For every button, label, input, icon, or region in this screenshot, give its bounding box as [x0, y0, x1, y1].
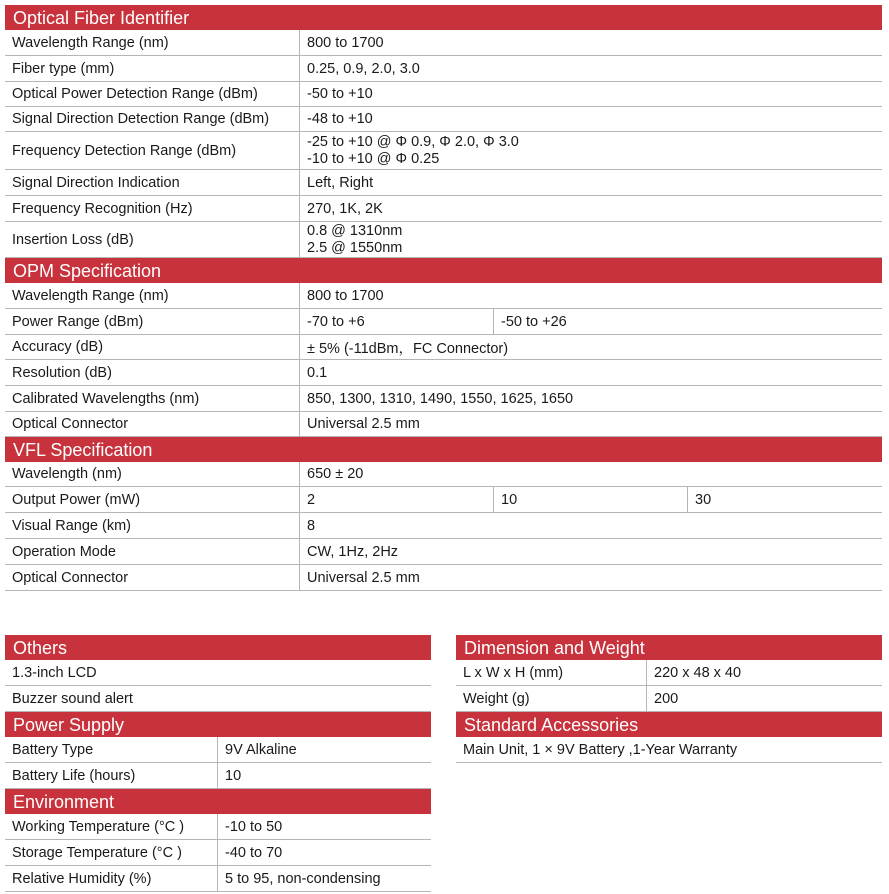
- row-value: CW, 1Hz, 2Hz: [299, 539, 882, 564]
- row-value: 0.1: [299, 360, 882, 385]
- row-value: 8: [299, 513, 882, 538]
- row-label: Calibrated Wavelengths (nm): [12, 390, 200, 407]
- table-row: [5, 866, 431, 892]
- row-label: Weight (g): [463, 690, 530, 707]
- list-item: [456, 737, 882, 763]
- table-row: [5, 56, 882, 82]
- table-row: [5, 814, 431, 840]
- table-row: [5, 840, 431, 866]
- row-label: Signal Direction Detection Range (dBm): [12, 111, 270, 127]
- row-label: Main Unit, 1 × 9V Battery ,1-Year Warranty: [463, 741, 738, 758]
- row-value: 5 to 95, non-condensing: [217, 866, 431, 891]
- row-label: Battery Type: [12, 741, 94, 758]
- table-row: [456, 686, 882, 712]
- table-row: [5, 107, 882, 132]
- table-row: [5, 462, 882, 487]
- section-header-power-supply: Power Supply: [5, 712, 431, 737]
- row-value: Universal 2.5 mm: [299, 565, 882, 590]
- row-value: 9V Alkaline: [217, 737, 431, 762]
- table-row: [5, 539, 882, 565]
- table-row: [5, 737, 431, 763]
- table-row: [5, 386, 882, 412]
- row-label: Power Range (dBm): [12, 313, 144, 330]
- row-label: Storage Temperature (°C ): [12, 844, 182, 861]
- section-header-fiber-identifier: Optical Fiber Identifier: [5, 5, 882, 30]
- row-label: Signal Direction Indication: [12, 174, 180, 191]
- row-value: 850, 1300, 1310, 1490, 1550, 1625, 1650: [299, 386, 882, 411]
- row-value: 2: [299, 487, 493, 512]
- row-value: [299, 222, 882, 257]
- row-value: -48 to +10: [299, 107, 882, 131]
- table-row: [5, 763, 431, 789]
- row-value: -10 to 50: [217, 814, 431, 839]
- table-row: [5, 82, 882, 107]
- row-label: Accuracy (dB): [12, 339, 104, 355]
- list-item: [5, 660, 431, 686]
- table-row: [5, 309, 882, 335]
- row-value: 10: [493, 487, 687, 512]
- section-header-dimension: Dimension and Weight: [456, 635, 882, 660]
- row-label: Insertion Loss (dB): [12, 231, 134, 248]
- row-value: 200: [646, 686, 882, 711]
- row-label: Visual Range (km): [12, 517, 132, 534]
- table-row: [5, 170, 882, 196]
- row-value: 800 to 1700: [299, 30, 882, 55]
- row-value: 10: [217, 763, 431, 788]
- section-header-environment: Environment: [5, 789, 431, 814]
- row-value: [299, 132, 882, 169]
- row-value: -50 to +10: [299, 82, 882, 106]
- row-value: -50 to +26: [493, 309, 882, 334]
- table-row: [5, 360, 882, 386]
- section-header-opm: OPM Specification: [5, 258, 882, 283]
- row-value: Universal 2.5 mm: [299, 412, 882, 436]
- table-row: [5, 487, 882, 513]
- row-value: -40 to 70: [217, 840, 431, 865]
- row-value: ± 5% (-11dBm，FC Connector): [299, 335, 882, 359]
- row-value: 220 x 48 x 40: [646, 660, 882, 685]
- row-label: Resolution (dB): [12, 364, 112, 381]
- row-label: Wavelength Range (nm): [12, 287, 169, 304]
- table-row: [5, 222, 882, 258]
- table-row: [5, 513, 882, 539]
- table-row: [5, 565, 882, 591]
- spec-table-main: [5, 5, 882, 591]
- value-line-1: -25 to +10 @ Φ 0.9, Φ 2.0, Φ 3.0: [307, 133, 519, 150]
- table-row: [5, 412, 882, 437]
- section-header-others: Others: [5, 635, 431, 660]
- table-row: [5, 283, 882, 309]
- table-row: [5, 132, 882, 170]
- row-label: Operation Mode: [12, 543, 116, 560]
- list-item: [5, 686, 431, 712]
- section-header-accessories: Standard Accessories: [456, 712, 882, 737]
- section-header-vfl: VFL Specification: [5, 437, 882, 462]
- value-line-1: 0.8 @ 1310nm: [307, 222, 403, 239]
- row-value: -70 to +6: [299, 309, 493, 334]
- row-value: 270, 1K, 2K: [299, 196, 882, 221]
- spec-table-left: [5, 635, 431, 892]
- value-line-2: -10 to +10 @ Φ 0.25: [307, 150, 440, 167]
- row-value: 650 ± 20: [299, 462, 882, 486]
- row-value: 30: [687, 487, 882, 512]
- row-label: Optical Connector: [12, 569, 129, 586]
- row-label: L x W x H (mm): [463, 664, 564, 681]
- row-value: 800 to 1700: [299, 283, 882, 308]
- row-label: Optical Power Detection Range (dBm): [12, 86, 258, 102]
- row-label: Frequency Detection Range (dBm): [12, 142, 237, 159]
- table-row: [456, 660, 882, 686]
- table-row: [5, 30, 882, 56]
- row-value: 0.25, 0.9, 2.0, 3.0: [299, 56, 882, 81]
- row-label: Buzzer sound alert: [12, 690, 133, 707]
- row-label: Wavelength Range (nm): [12, 34, 169, 51]
- row-label: Battery Life (hours): [12, 767, 136, 784]
- row-label: Working Temperature (°C ): [12, 818, 185, 835]
- row-label: Relative Humidity (%): [12, 870, 152, 887]
- row-label: Frequency Recognition (Hz): [12, 200, 193, 217]
- row-value: Left, Right: [299, 170, 882, 195]
- row-label: Wavelength (nm): [12, 466, 122, 482]
- row-label: Fiber type (mm): [12, 60, 115, 77]
- spec-table-right: [456, 635, 882, 763]
- row-label: Output Power (mW): [12, 491, 141, 508]
- table-row: [5, 335, 882, 360]
- row-label: 1.3-inch LCD: [12, 664, 97, 681]
- value-line-2: 2.5 @ 1550nm: [307, 239, 403, 256]
- table-row: [5, 196, 882, 222]
- row-label: Optical Connector: [12, 416, 129, 432]
